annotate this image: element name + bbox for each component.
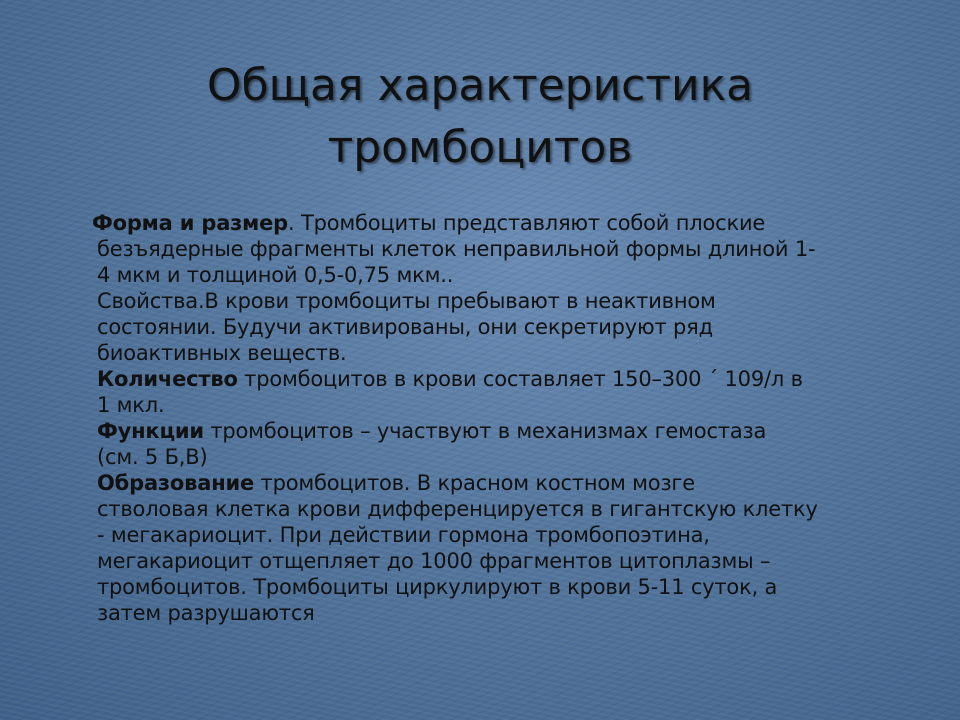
title-line-1: Общая характеристика bbox=[206, 60, 754, 111]
body-line: Свойства.В крови тромбоциты пребывают в неактивном bbox=[97, 289, 716, 313]
body-line: 1 мкл. bbox=[97, 393, 165, 417]
body-text: тромбоцитов в крови составляет 150–300 ´ 109/л в bbox=[237, 367, 803, 391]
body-text: . Тромбоциты представляют собой плоские bbox=[288, 211, 766, 235]
body-line: стволовая клетка крови дифференцируется в гигантскую клетку bbox=[97, 497, 818, 521]
body-line: мегакариоцит отщепляет до 1000 фрагментов цитоплазмы – bbox=[97, 549, 771, 573]
body-line bbox=[92, 210, 914, 236]
term-functions: Функции bbox=[97, 419, 204, 443]
body-line: безъядерные фрагменты клеток неправильной формы длиной 1- bbox=[97, 237, 816, 261]
body-line: (см. 5 Б,В) bbox=[97, 445, 208, 469]
body-text: тромбоцитов. В красном костном мозге bbox=[254, 471, 695, 495]
title-line-2: тромбоцитов bbox=[327, 122, 633, 173]
body-line: тромбоцитов. Тромбоциты циркулируют в крови 5-11 суток, а bbox=[97, 575, 778, 599]
body-text: тромбоцитов – участвуют в механизмах гемостаза bbox=[203, 419, 767, 443]
body-line: биоактивных веществ. bbox=[97, 341, 347, 365]
slide-body bbox=[92, 210, 914, 626]
body-line bbox=[92, 470, 914, 496]
body-line bbox=[92, 418, 914, 444]
term-formation: Образование bbox=[97, 471, 255, 495]
body-line: 4 мкм и толщиной 0,5-0,75 мкм.. bbox=[97, 263, 454, 287]
term-quantity: Количество bbox=[97, 367, 238, 391]
body-line: состоянии. Будучи активированы, они секретируют ряд bbox=[97, 315, 713, 339]
term-shape-size: Форма и размер bbox=[92, 211, 289, 235]
body-line: - мегакариоцит. При действии гормона тромбопоэтина, bbox=[97, 523, 710, 547]
slide-title bbox=[120, 55, 840, 179]
body-line: затем разрушаются bbox=[97, 601, 315, 625]
body-line bbox=[92, 366, 914, 392]
